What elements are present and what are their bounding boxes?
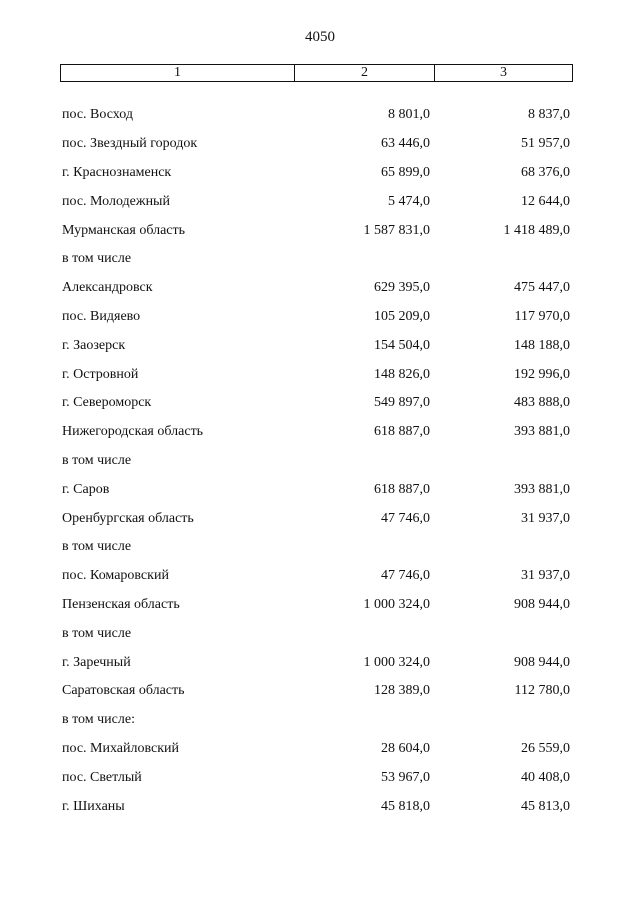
table-row — [62, 245, 572, 274]
row-value-col3: 31 937,0 — [521, 510, 570, 526]
row-value-col2: 28 604,0 — [381, 740, 430, 756]
row-name: Александровск — [62, 280, 153, 296]
table-row — [62, 418, 572, 447]
row-name: г. Шиханы — [62, 798, 125, 814]
page-number: 4050 — [305, 29, 335, 45]
row-value-col2: 65 899,0 — [381, 164, 430, 180]
table-row — [62, 533, 572, 562]
row-name: в том числе — [62, 452, 132, 468]
row-name: г. Североморск — [62, 395, 152, 411]
row-name: г. Заречный — [62, 654, 131, 670]
row-value-col2: 1 587 831,0 — [363, 222, 430, 238]
table-row — [62, 187, 572, 216]
table-row — [62, 274, 572, 303]
row-value-col2: 45 818,0 — [381, 798, 430, 814]
row-value-col2: 53 967,0 — [381, 769, 430, 785]
row-value-col3: 26 559,0 — [521, 740, 570, 756]
table-row — [62, 360, 572, 389]
table-row — [62, 101, 572, 130]
row-name: Мурманская область — [62, 222, 186, 238]
table-row — [62, 763, 572, 792]
row-value-col3: 148 188,0 — [514, 337, 570, 353]
row-name: в том числе: — [62, 712, 135, 728]
row-value-col3: 908 944,0 — [514, 654, 570, 670]
row-value-col2: 618 887,0 — [374, 424, 430, 440]
table-row — [62, 792, 572, 821]
row-value-col3: 192 996,0 — [514, 366, 570, 382]
row-name: г. Саров — [62, 481, 110, 497]
table-row — [62, 591, 572, 620]
table-row — [62, 706, 572, 735]
table-row — [62, 735, 572, 764]
table-row — [62, 475, 572, 504]
row-name: г. Островной — [62, 366, 139, 382]
row-value-col3: 12 644,0 — [521, 193, 570, 209]
table-body — [62, 101, 572, 821]
table-row — [62, 303, 572, 332]
table-row — [62, 562, 572, 591]
row-value-col2: 1 000 324,0 — [363, 654, 430, 670]
row-value-col3: 31 937,0 — [521, 568, 570, 584]
table-header — [60, 64, 573, 82]
row-name: пос. Молодежный — [62, 193, 170, 209]
row-name: в том числе — [62, 625, 132, 641]
row-name: в том числе — [62, 251, 132, 267]
row-value-col3: 45 813,0 — [521, 798, 570, 814]
table-row — [62, 159, 572, 188]
row-name: пос. Звездный городок — [62, 136, 198, 152]
row-value-col2: 154 504,0 — [374, 337, 430, 353]
row-name: Оренбургская область — [62, 510, 194, 526]
column-header-2: 2 — [295, 65, 435, 81]
table-row — [62, 504, 572, 533]
table-row — [62, 216, 572, 245]
row-value-col2: 549 897,0 — [374, 395, 430, 411]
row-name: г. Краснознаменск — [62, 164, 172, 180]
row-name: Пензенская область — [62, 596, 180, 612]
row-value-col2: 629 395,0 — [374, 280, 430, 296]
row-value-col2: 63 446,0 — [381, 136, 430, 152]
row-name: Нижегородская область — [62, 424, 204, 440]
column-header-1: 1 — [61, 65, 295, 81]
row-value-col3: 475 447,0 — [514, 280, 570, 296]
row-name: пос. Восход — [62, 107, 133, 123]
row-value-col3: 117 970,0 — [514, 308, 570, 324]
row-name: пос. Видяево — [62, 308, 141, 324]
row-value-col2: 5 474,0 — [388, 193, 430, 209]
table-row — [62, 648, 572, 677]
row-name: пос. Светлый — [62, 769, 142, 785]
row-name: Саратовская область — [62, 683, 185, 699]
table-row — [62, 130, 572, 159]
row-name: г. Заозерск — [62, 337, 126, 353]
row-value-col3: 8 837,0 — [528, 107, 570, 123]
row-name: пос. Комаровский — [62, 568, 169, 584]
row-value-col2: 1 000 324,0 — [363, 596, 430, 612]
column-header-3: 3 — [500, 65, 507, 80]
table-row — [62, 389, 572, 418]
table-row — [62, 447, 572, 476]
row-value-col3: 393 881,0 — [514, 481, 570, 497]
row-value-col3: 1 418 489,0 — [503, 222, 570, 238]
row-value-col2: 618 887,0 — [374, 481, 430, 497]
row-value-col2: 105 209,0 — [374, 308, 430, 324]
row-value-col3: 393 881,0 — [514, 424, 570, 440]
row-value-col3: 68 376,0 — [521, 164, 570, 180]
row-value-col2: 148 826,0 — [374, 366, 430, 382]
row-value-col2: 8 801,0 — [388, 107, 430, 123]
table-row — [62, 331, 572, 360]
row-value-col3: 51 957,0 — [521, 136, 570, 152]
row-value-col3: 112 780,0 — [514, 683, 570, 699]
row-value-col2: 47 746,0 — [381, 510, 430, 526]
row-name: пос. Михайловский — [62, 740, 180, 756]
row-value-col2: 47 746,0 — [381, 568, 430, 584]
row-value-col3: 483 888,0 — [514, 395, 570, 411]
row-name: в том числе — [62, 539, 132, 555]
row-value-col2: 128 389,0 — [374, 683, 430, 699]
row-value-col3: 40 408,0 — [521, 769, 570, 785]
row-value-col3: 908 944,0 — [514, 596, 570, 612]
table-row — [62, 677, 572, 706]
table-row — [62, 619, 572, 648]
